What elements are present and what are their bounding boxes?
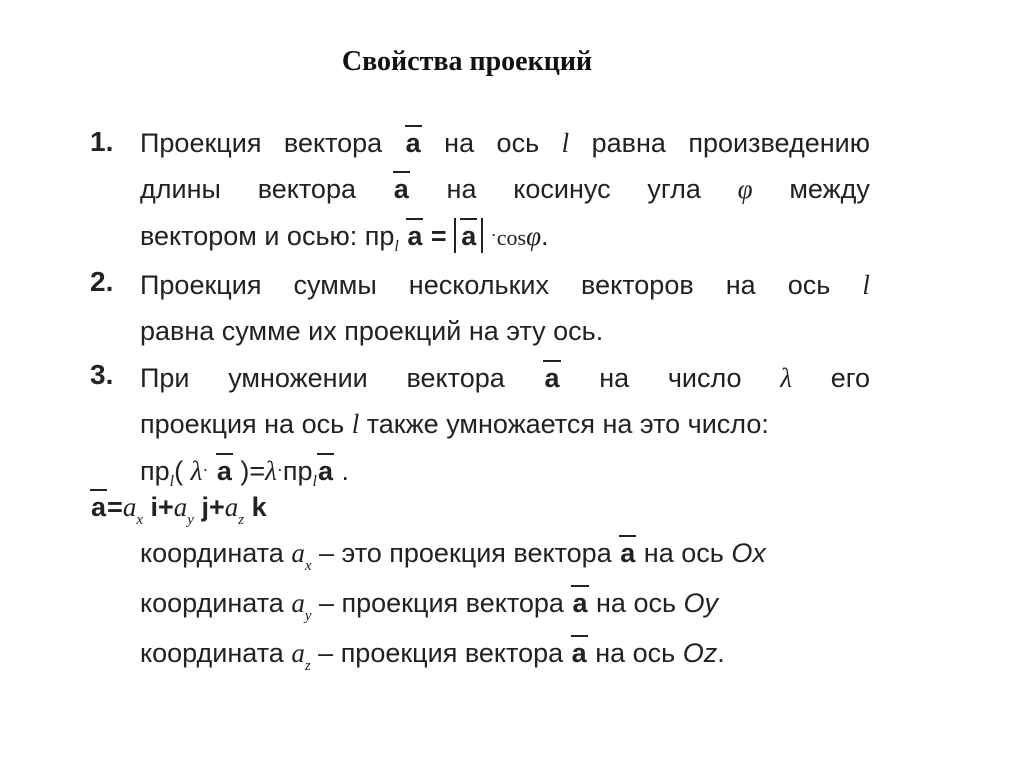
vector-a: a (406, 218, 423, 250)
property-2-line-1: Проекция суммы нескольких векторов на ось l (140, 270, 870, 300)
slide-title: Свойства проекций (341, 46, 593, 77)
property-3-line-2: проекция на ось l также умножается на это число: (140, 409, 769, 439)
property-2-line-2: равна сумме их проекций на эту ось. (140, 316, 604, 346)
vector-a: a (571, 635, 588, 667)
coordinate-line-y: координата $a_y$ – проекция вектора a на ось Oy (140, 580, 900, 639)
property-1-line-2: длины вектора a на косинус угла φ между (140, 166, 870, 212)
property-3-line-3: $пр_l$( λ· a )$=\lambda\cdot пр_la$ . (140, 447, 870, 505)
vector-a: a (393, 171, 410, 203)
coordinate-line-x: координата $a_x$ – это проекция вектора a на ось Ox (140, 530, 900, 589)
property-3-line-1: При умножении вектора a на число λ его (140, 355, 870, 401)
item-number: 1. (90, 126, 114, 157)
vector-a: a (216, 453, 233, 485)
vector-a: a (543, 360, 560, 392)
vector-a: a (90, 489, 107, 521)
property-1 (90, 120, 870, 270)
item-number: 3. (90, 359, 114, 390)
unit-vector-i: i (150, 492, 159, 522)
property-1-line-3: вектором и осью: $пр_l$ a = a ·cosφ. (140, 212, 870, 270)
vector-a: a (571, 585, 588, 617)
property-3 (90, 355, 870, 505)
unit-vector-j: j (201, 492, 209, 522)
vector-a: a (619, 535, 636, 567)
vector-decomposition-formula: $a=a_x$ $i+a_y$ $j+a_z$ k (90, 484, 267, 543)
vector-a: a (405, 125, 422, 157)
vector-magnitude: a (454, 218, 483, 253)
vector-a: a (317, 453, 334, 485)
coordinate-line-z: координата $a_z$ – проекция вектора a на ось Oz. (140, 630, 900, 689)
property-2 (90, 262, 870, 354)
property-1-line-1: Проекция вектора a на ось l равна произведению (140, 120, 870, 166)
unit-vector-k: k (251, 492, 267, 522)
item-number: 2. (90, 266, 114, 297)
